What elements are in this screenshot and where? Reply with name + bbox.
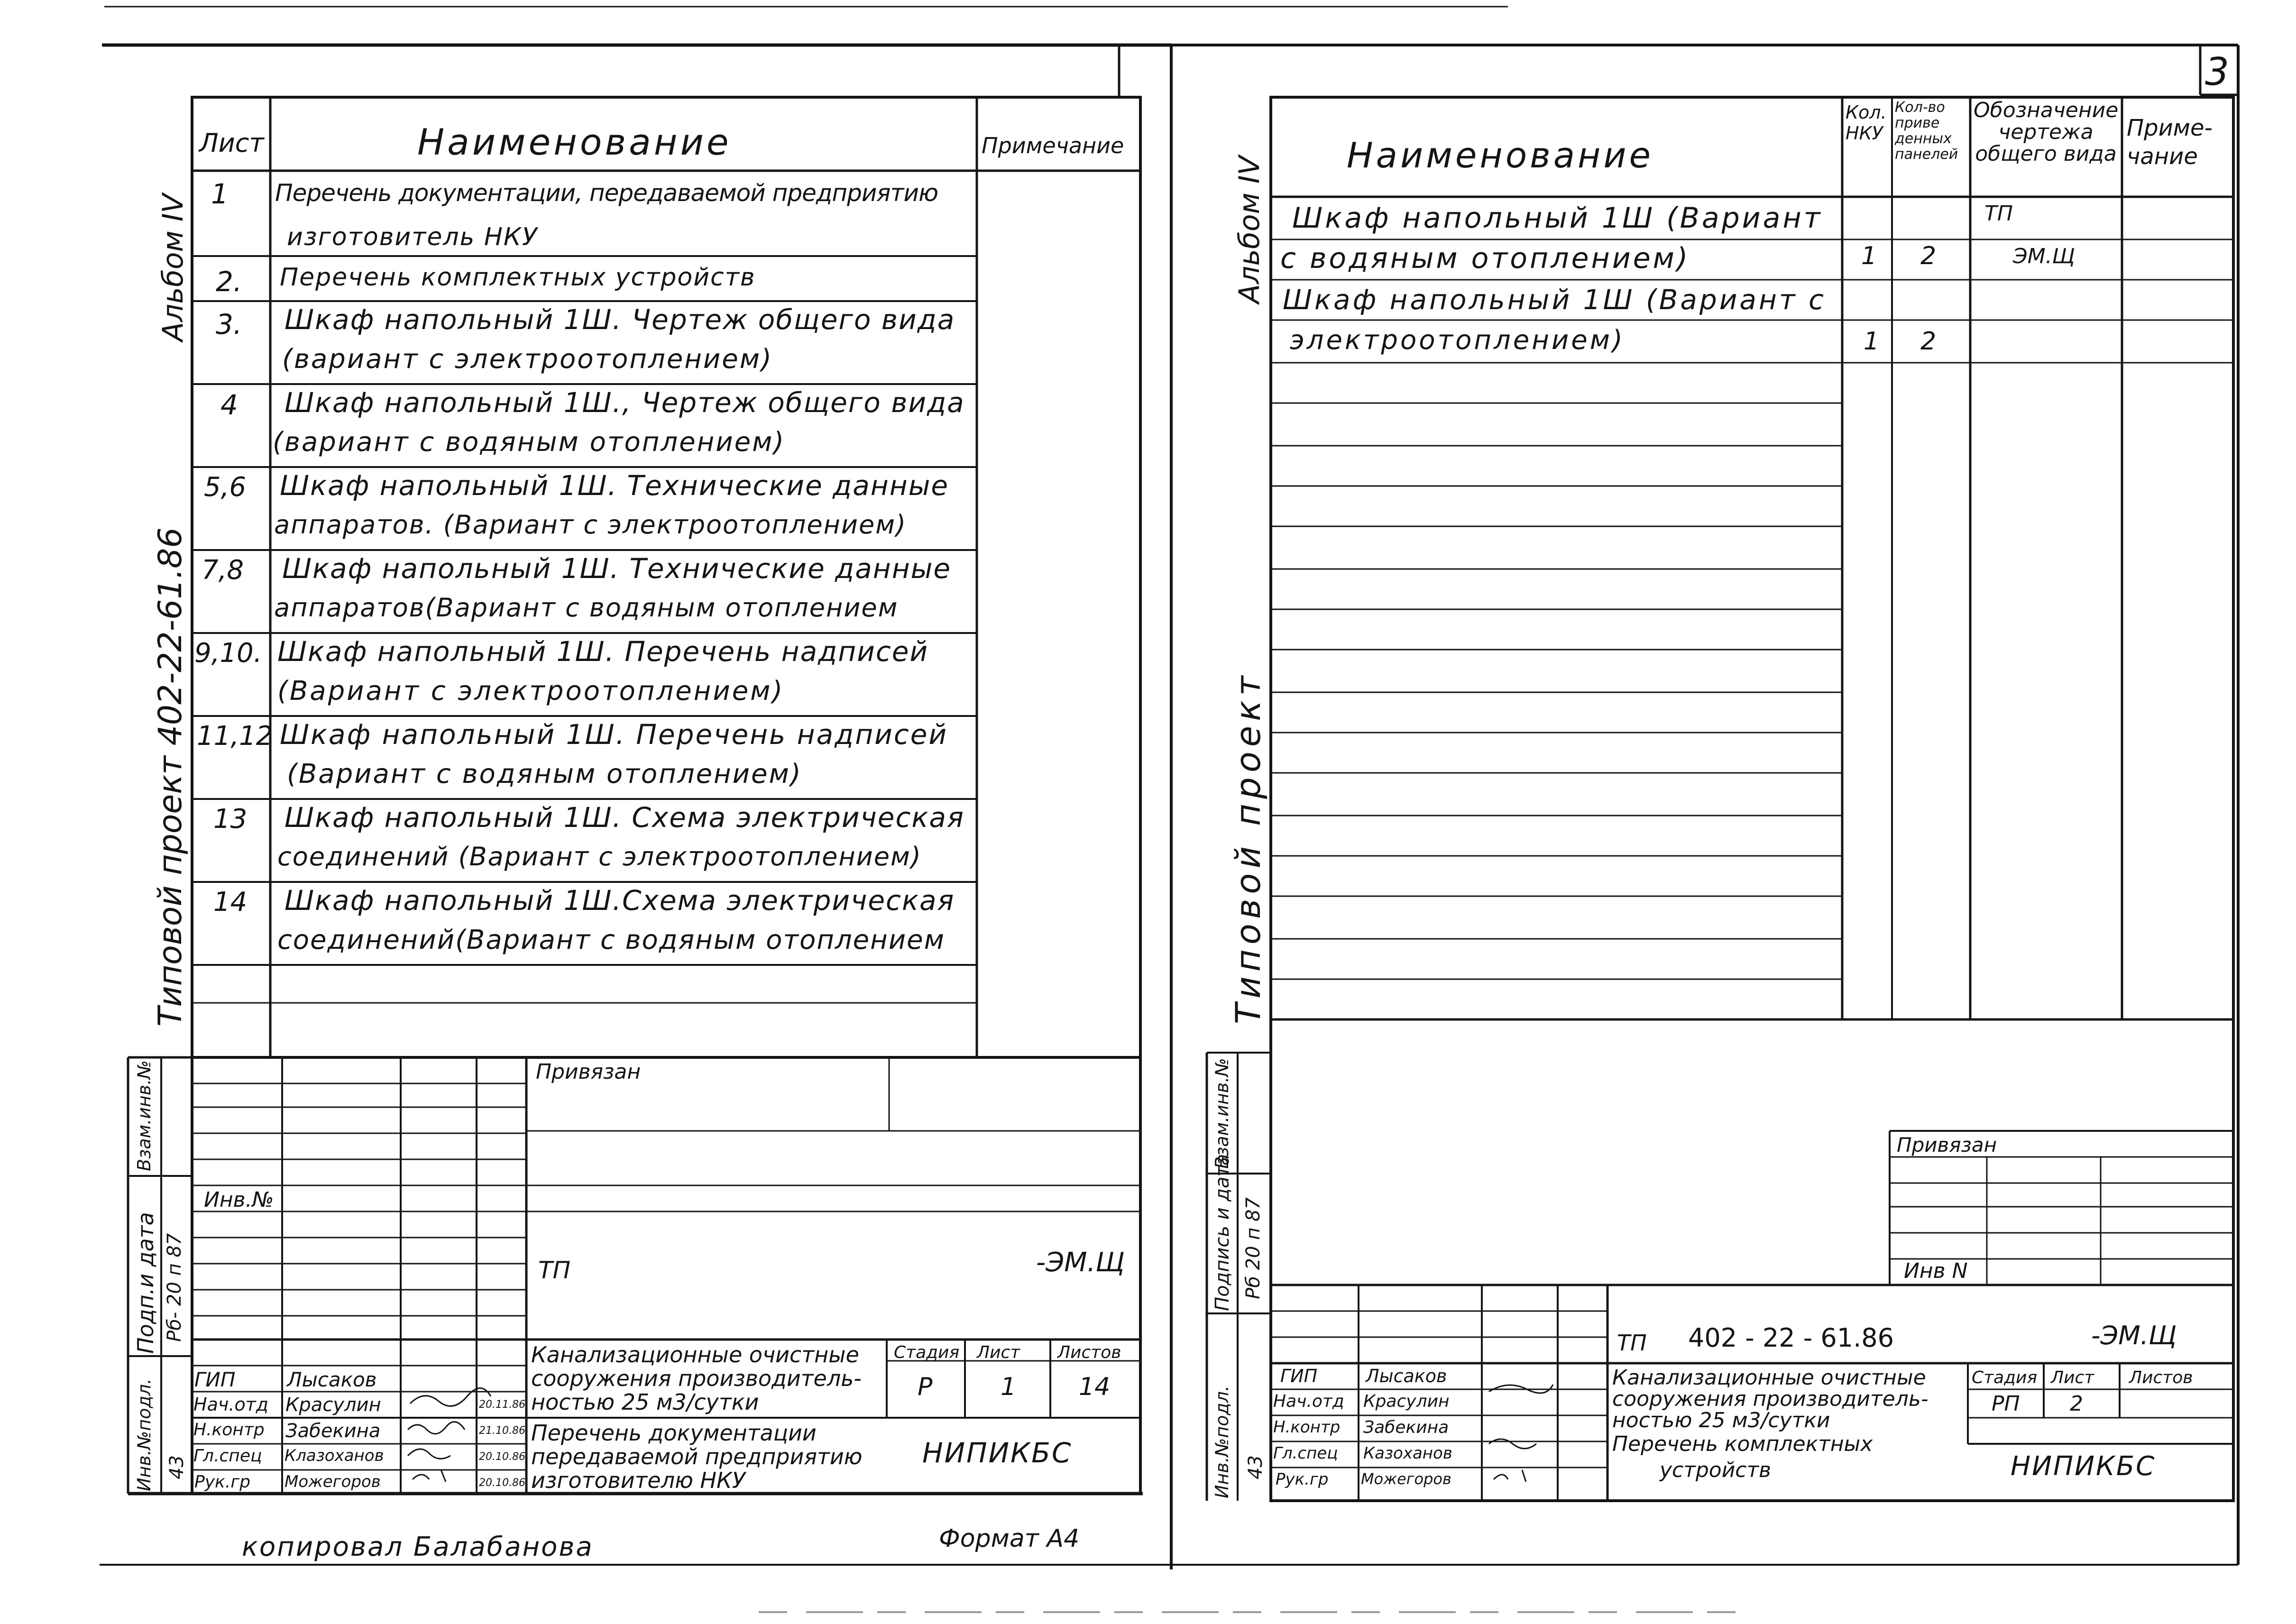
- left-row-8-line-1: Шкаф напольный 1Ш. Перечень надписей: [280, 718, 948, 751]
- left-stamp-sheets: 14: [1079, 1373, 1111, 1401]
- format-label: Формат А4: [939, 1524, 1080, 1553]
- right-header-name: Наименование: [1347, 135, 1654, 176]
- right-stamp-title-2: сооружения производитель-: [1612, 1387, 1929, 1411]
- left-row-4-line-1: Шкаф напольный 1Ш., Чертеж общего вида: [285, 386, 965, 419]
- right-stamp-stage: РП: [1992, 1392, 2020, 1416]
- left-stamp-name-1: Лысаков: [287, 1368, 377, 1391]
- right-row-2-panels: 2: [1920, 242, 1937, 270]
- left-vzam-label: Взам.инв.№: [134, 1060, 155, 1171]
- left-row-2-sheet: 2.: [216, 266, 242, 298]
- left-row-5-line-2: аппаратов. (Вариант с электроотоплением): [274, 510, 907, 540]
- left-stamp-role-1: ГИП: [194, 1368, 236, 1391]
- left-stamp-date-2: 20.11.86: [479, 1399, 525, 1411]
- left-row-4-line-2: (вариант с водяным отоплением): [273, 427, 786, 458]
- left-row-1-line-2: изготовитель НКУ: [287, 223, 538, 251]
- left-stamp-doc-2: передаваемой предприятию: [531, 1444, 863, 1469]
- left-row-9-line-1: Шкаф напольный 1Ш. Схема электрическая: [285, 801, 964, 834]
- left-stamp-name-2: Красулин: [285, 1394, 381, 1416]
- left-row-3-sheet: 3.: [216, 308, 242, 340]
- right-invpodl-value: 43: [1245, 1455, 1267, 1479]
- left-row-9-line-2: соединений (Вариант с электроотоплением): [277, 842, 922, 872]
- right-stamp-name-3: Забекина: [1363, 1418, 1449, 1437]
- left-stamp-name-4: Клазоханов: [285, 1446, 384, 1465]
- right-stamp-privyazan: Привязан: [1897, 1133, 1997, 1156]
- right-stamp-name-1: Лысаков: [1366, 1366, 1447, 1386]
- left-row-2-line-1: Перечень комплектных устройств: [280, 263, 756, 292]
- left-stamp-date-3: 21.10.86: [479, 1425, 525, 1437]
- left-stamp-date-5: 20.10.86: [479, 1477, 525, 1489]
- right-row-4-name: электроотоплением): [1290, 325, 1625, 356]
- right-stamp-code: -ЭМ.Щ: [2091, 1321, 2177, 1350]
- left-header-note: Примечание: [982, 133, 1124, 158]
- left-row-10-sheet: 14: [213, 887, 248, 918]
- left-stamp-sheet-header: Лист: [977, 1343, 1020, 1362]
- right-stamp-title-3: ностью 25 м3/сутки: [1612, 1408, 1830, 1432]
- left-stamp-role-5: Рук.гр: [194, 1472, 250, 1492]
- page-number: 3: [2205, 50, 2229, 94]
- left-header-name: Наименование: [417, 121, 732, 163]
- left-stamp-sheets-header: Листов: [1057, 1343, 1121, 1362]
- right-stamp-title-1: Канализационные очистные: [1612, 1366, 1926, 1390]
- right-stamp-name-5: Можегоров: [1361, 1470, 1451, 1488]
- right-row-2-name: с водяным отоплением): [1280, 242, 1690, 275]
- left-stamp-tp: ТП: [538, 1257, 571, 1284]
- left-row-7-sheet: 9,10.: [194, 638, 262, 669]
- right-row-3-name: Шкаф напольный 1Ш (Вариант с: [1283, 284, 1826, 316]
- left-row-1-sheet: 1: [211, 178, 229, 210]
- right-stamp-project-no: 402 - 22 - 61.86: [1688, 1323, 1894, 1353]
- right-header-designation: Обозначение чертежа общего вида: [1974, 98, 2119, 166]
- left-album-label: Альбом IV: [156, 193, 190, 341]
- left-row-9-sheet: 13: [213, 804, 248, 835]
- left-row-5-sheet: 5,6: [204, 472, 247, 503]
- left-stamp-role-2: Нач.отд: [193, 1394, 269, 1415]
- right-invpodl-label: Инв.№подл.: [1212, 1385, 1232, 1498]
- right-row-2-designation: ЭМ.Щ: [2013, 244, 2075, 268]
- left-header-sheet: Лист: [199, 128, 264, 158]
- left-stamp-sheet: 1: [1001, 1373, 1017, 1401]
- left-stamp-privyazan: Привязан: [536, 1060, 641, 1084]
- left-row-6-line-1: Шкаф напольный 1Ш. Технические данные: [282, 552, 952, 585]
- left-row-3-line-2: (вариант с электроотоплением): [282, 344, 773, 375]
- left-row-6-line-2: аппаратов(Вариант с водяным отоплением: [274, 593, 899, 623]
- right-row-4-panels: 2: [1920, 327, 1937, 356]
- left-stamp-doc-3: изготовителю НКУ: [531, 1468, 745, 1493]
- right-stamp-name-4: Казоханов: [1363, 1444, 1452, 1463]
- right-stamp-role-2: Нач.отд: [1273, 1392, 1344, 1411]
- left-stamp-title-3: ностью 25 м3/сутки: [531, 1389, 759, 1415]
- right-stamp-doc-1: Перечень комплектных: [1612, 1432, 1873, 1456]
- left-stamp-name-5: Можегоров: [285, 1472, 381, 1491]
- left-stamp-role-4: Гл.спец: [193, 1446, 262, 1466]
- left-stamp-title-2: сооружения производитель-: [531, 1366, 862, 1391]
- right-row-1-designation: ТП: [1984, 202, 2013, 226]
- right-stamp-role-3: Н.контр: [1273, 1418, 1341, 1437]
- left-row-5-line-1: Шкаф напольный 1Ш. Технические данные: [280, 469, 949, 502]
- right-stamp-stage-header: Стадия: [1972, 1368, 2038, 1387]
- left-stamp-role-3: Н.контр: [193, 1420, 265, 1440]
- right-stamp-role-5: Рук.гр: [1276, 1470, 1329, 1489]
- left-row-7-line-1: Шкаф напольный 1Ш. Перечень надписей: [277, 635, 929, 668]
- right-project-label: Типовой проект: [1228, 671, 1268, 1024]
- left-stamp-org: НИПИКБС: [922, 1437, 1073, 1469]
- left-row-8-line-2: (Вариант с водяным отоплением): [287, 759, 802, 789]
- left-stamp-name-3: Забекина: [285, 1420, 381, 1442]
- left-row-3-line-1: Шкаф напольный 1Ш. Чертеж общего вида: [285, 303, 955, 336]
- left-stamp-stage-header: Стадия: [894, 1343, 960, 1362]
- right-row-4-qty: 1: [1864, 327, 1880, 356]
- right-row-1-name: Шкаф напольный 1Ш (Вариант: [1292, 202, 1823, 235]
- left-stamp-date-4: 20.10.86: [479, 1451, 525, 1463]
- left-row-6-sheet: 7,8: [202, 555, 244, 586]
- left-row-10-line-2: соединений(Вариант с водяным отоплением: [277, 925, 945, 955]
- left-row-1-line-1: Перечень документации, передаваемой предприятию: [275, 179, 938, 207]
- right-header-qty: Кол. НКУ: [1846, 102, 1887, 144]
- left-stamp-doc-1: Перечень документации: [531, 1420, 817, 1446]
- right-stamp-sheets-header: Листов: [2129, 1368, 2193, 1387]
- copied-by: копировал Балабанова: [242, 1532, 594, 1562]
- left-row-4-sheet: 4: [220, 389, 238, 421]
- right-vzam-label: Взам.инв.№: [1212, 1058, 1232, 1169]
- left-stamp-title-1: Канализационные очистные: [531, 1342, 859, 1367]
- right-subdate-value: Рб 20 п 87: [1242, 1197, 1264, 1299]
- left-stamp-code: -ЭМ.Щ: [1036, 1247, 1125, 1278]
- right-stamp-sheet-header: Лист: [2051, 1368, 2094, 1387]
- left-invpodl-label: Инв.№подл.: [134, 1378, 155, 1491]
- left-subdate-value: Рб- 20 п 87: [164, 1233, 185, 1342]
- left-row-8-sheet: 11,12: [197, 721, 273, 752]
- right-stamp-role-1: ГИП: [1280, 1366, 1318, 1386]
- right-album-label: Альбом IV: [1233, 156, 1266, 303]
- left-stamp-inv-no: Инв.№: [204, 1188, 274, 1212]
- right-row-2-qty: 1: [1861, 242, 1877, 270]
- left-subdate-label: Подп.и дата: [133, 1212, 158, 1354]
- right-subdate-label: Подпись и дата: [1212, 1154, 1233, 1311]
- right-stamp-role-4: Гл.спец: [1273, 1444, 1338, 1463]
- right-stamp-sheet: 2: [2070, 1392, 2083, 1416]
- left-stamp-stage: Р: [918, 1373, 933, 1401]
- right-stamp-doc-2: устройств: [1660, 1458, 1772, 1482]
- right-stamp-tp: ТП: [1617, 1330, 1647, 1356]
- right-stamp-org: НИПИКБС: [2011, 1451, 2156, 1482]
- left-project-label: Типовой проект 402-22-61.86: [152, 527, 189, 1027]
- right-header-note: Приме- чание: [2127, 115, 2213, 170]
- right-stamp-name-2: Красулин: [1363, 1392, 1450, 1411]
- left-row-10-line-1: Шкаф напольный 1Ш.Схема электрическая: [285, 884, 955, 917]
- left-row-7-line-2: (Вариант с электроотоплением): [277, 676, 785, 706]
- left-invpodl-value: 43: [166, 1455, 188, 1479]
- right-header-panels: Кол-во приве денных панелей: [1895, 99, 1958, 163]
- right-stamp-inv-no: Инв N: [1904, 1259, 1968, 1283]
